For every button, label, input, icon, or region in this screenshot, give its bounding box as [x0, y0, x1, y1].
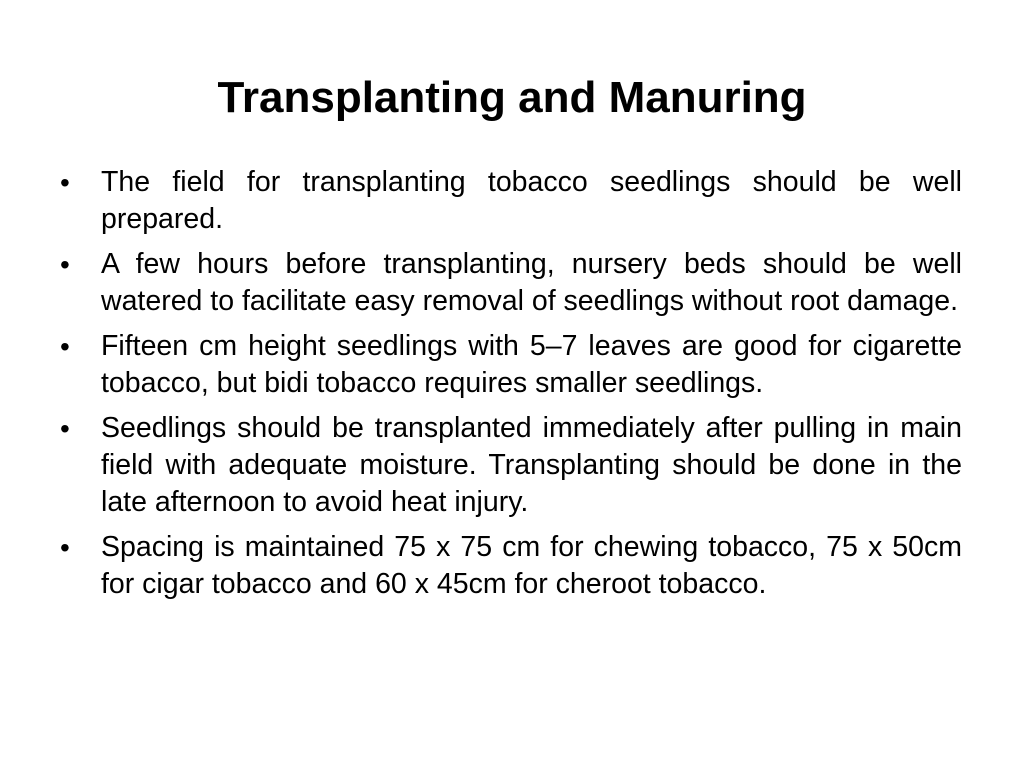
bullet-list — [60, 164, 962, 611]
bullet-text: Spacing is maintained 75 x 75 cm for chewing tobacco, 75 x 50cm for cigar tobacco and 60 x 45cm for cheroot tobacco. — [101, 531, 962, 600]
bullet-item — [60, 246, 962, 320]
bullet-icon: • — [60, 167, 70, 198]
bullet-text: Seedlings should be transplanted immediately after pulling in main field with adequate moisture. Transplanting should be done in the late afternoon to avoid heat injury. — [101, 412, 962, 518]
bullet-icon: • — [60, 413, 70, 444]
bullet-text: Fifteen cm height seedlings with 5–7 leaves are good for cigarette tobacco, but bidi tobacco requires smaller seedlings. — [101, 330, 962, 399]
bullet-item — [60, 164, 962, 238]
bullet-text: A few hours before transplanting, nursery beds should be well watered to facilitate easy removal of seedlings without root damage. — [101, 248, 962, 317]
bullet-item — [60, 529, 962, 603]
bullet-text: The field for transplanting tobacco seedlings should be well prepared. — [101, 166, 962, 235]
bullet-icon: • — [60, 532, 70, 563]
bullet-item — [60, 410, 962, 521]
bullet-icon: • — [60, 249, 70, 280]
slide-title: Transplanting and Manuring — [217, 73, 807, 122]
bullet-item — [60, 328, 962, 402]
bullet-icon: • — [60, 331, 70, 362]
